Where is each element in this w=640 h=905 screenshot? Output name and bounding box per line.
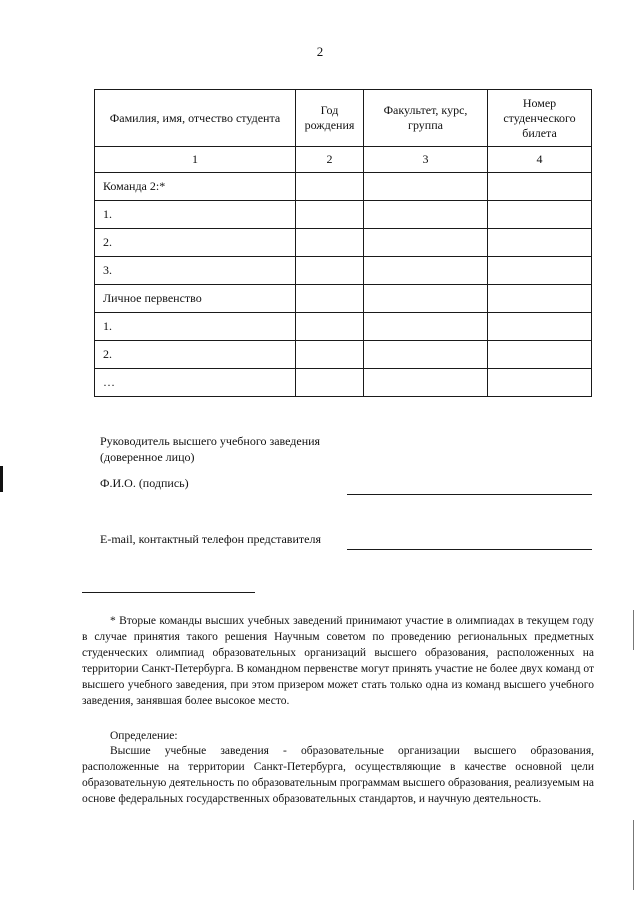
empty-cell [296,229,364,257]
empty-cell [364,257,488,285]
empty-cell [364,285,488,313]
header-student-id: Номер студенческого билета [488,90,592,147]
contact-line [347,549,592,550]
row-label: 2. [95,229,296,257]
table-row [95,369,592,397]
header-faculty: Факультет, курс, группа [364,90,488,147]
head-line-2: (доверенное лицо) [100,450,195,464]
row-label: … [95,369,296,397]
table-row [95,201,592,229]
table-row [95,229,592,257]
empty-cell [488,173,592,201]
header-full-name: Фамилия, имя, отчество студента [95,90,296,147]
table-row [95,257,592,285]
empty-cell [296,341,364,369]
scan-edge-mark [633,610,634,650]
fio-signature-label: Ф.И.О. (подпись) [100,476,189,490]
row-label: 3. [95,257,296,285]
empty-cell [364,201,488,229]
footnote-star-note: * Вторые команды высших учебных заведений принимают участие в олимпиадах в текущем году в случае принятия такого решения Научным советом по проведению региональных предметных студенческих олимпиад образовательных организаций высшего образования, расположенных на территории Санкт-Петербурга. В командном первенстве могут принять участие не более двух команд от высшего учебного заведения, при этом призером может стать только одна из команд высшего учебного заведения, занявшая более высокое место. [82,615,594,707]
empty-cell [296,173,364,201]
empty-cell [296,313,364,341]
header-birth-year: Год рождения [296,90,364,147]
empty-cell [364,341,488,369]
contact-label: E-mail, контактный телефон представителя [100,532,321,546]
page-number: 2 [316,44,324,59]
head-line-1: Руководитель высшего учебного заведения [100,434,321,448]
signature-line [347,494,592,495]
row-label: 2. [95,341,296,369]
scan-edge-mark [633,820,634,890]
empty-cell [296,369,364,397]
table-row [95,173,592,201]
empty-cell [488,369,592,397]
column-number: 3 [364,147,488,173]
definition-title: Определение: [110,730,178,742]
empty-cell [296,257,364,285]
scan-edge-mark [0,466,3,492]
table-header-row [95,90,592,147]
empty-cell [488,285,592,313]
empty-cell [488,341,592,369]
empty-cell [296,201,364,229]
row-label: 1. [95,201,296,229]
empty-cell [488,229,592,257]
column-number: 4 [488,147,592,173]
table-row [95,313,592,341]
empty-cell [488,257,592,285]
column-number: 2 [296,147,364,173]
column-number: 1 [95,147,296,173]
column-number-row [95,147,592,173]
empty-cell [488,313,592,341]
empty-cell [364,229,488,257]
empty-cell [488,201,592,229]
row-label: 1. [95,313,296,341]
head-of-institution-label [100,433,320,465]
participants-table [94,89,592,397]
team-2-label: Команда 2:* [95,173,296,201]
individual-label: Личное первенство [95,285,296,313]
footnote-rule [82,592,255,593]
empty-cell [364,313,488,341]
definition-text: Высшие учебные заведения - образовательные организации высшего образования, расположенные на территории Санкт-Петербурга, осуществляющие в качестве основной цели образовательную деятельность по образовательным программам высшего образования, реализуемым на основе федеральных государственных образовательных стандартов, и научную деятельность. [82,745,594,805]
empty-cell [364,173,488,201]
table-row [95,341,592,369]
empty-cell [364,369,488,397]
table-row [95,285,592,313]
empty-cell [296,285,364,313]
